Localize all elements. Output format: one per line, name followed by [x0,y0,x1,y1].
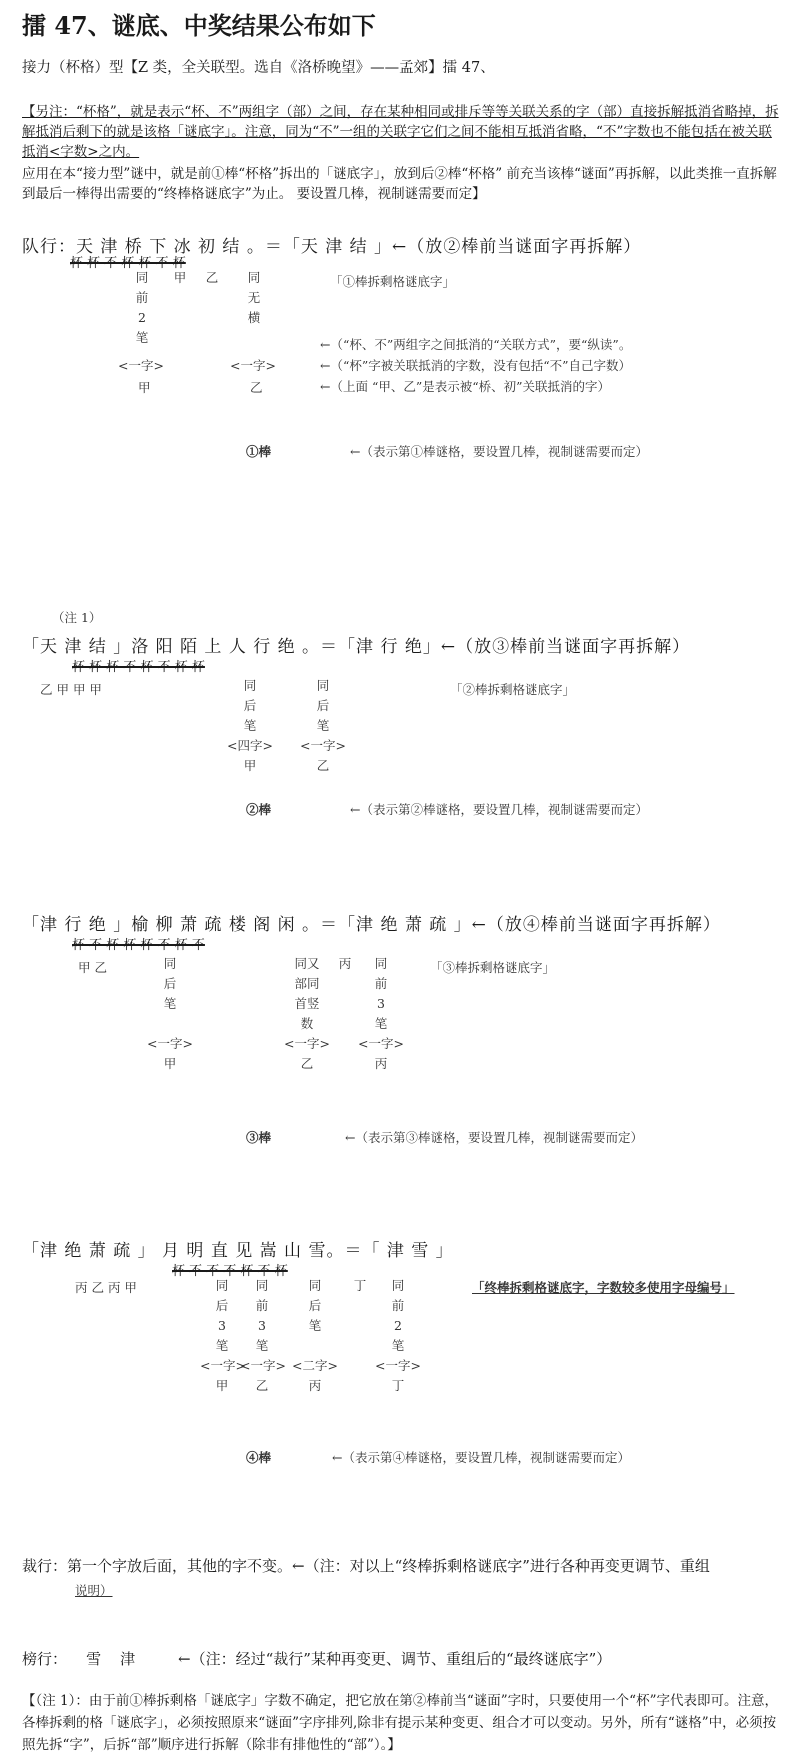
relay-1-bang: ①棒 [246,444,272,459]
relay-2-marks: 杯 杯 杯 不 杯 不 杯 杯 [72,660,205,675]
relay-3-marks: 杯 不 杯 杯 杯 不 杯 不 [72,938,205,953]
relay-4-bang-note: ←（表示第④棒谜格，要设置几棒，视制谜需要而定） [332,1450,630,1465]
relay-1-line: 队行：天 津 桥 下 冰 初 结 。＝「天 津 结 」←（放②棒前当谜面字再拆解） [22,237,642,257]
relay-1-bang-note: ←（表示第①棒谜格，要设置几棒，视制谜需要而定） [350,444,648,459]
relay-2-bang: ②棒 [246,802,272,817]
relay-1-remain: 「①棒拆剩格谜底字」 [330,274,456,289]
relay-1-marks: 杯 杯 不 杯 杯 不 杯 [70,256,186,271]
relay-1-col-d: 同 无 横 [247,270,261,325]
relay-4-marks: 杯 不 不 不 杯 不 杯 [172,1264,288,1279]
relay-1-col-c: 乙 [205,270,219,285]
relay-3-col-c: 丙 [338,956,352,971]
relay-3-col-b: 同又 部同 首竖 数 <一字> 乙 [284,956,330,1071]
relay-4-col-c: 同 后 笔 <二字> 丙 [292,1278,338,1393]
relay-1-j2: 乙 [250,380,263,395]
cai-line: 裁行：第一个字放后面，其他的字不变。←（注：对以上“终棒拆剩格谜底字”进行各种再变更调节、重组 [22,1557,710,1575]
relay-1-count-a: <一字> [118,358,164,373]
relay-2-row: 乙 甲 甲 甲 [40,682,102,697]
relay-2-col-b: 同 后 笔 <一字> 乙 [300,678,346,773]
relay-1-col-a: 同 前 2 笔 [135,270,149,345]
cai-line-cont: 说明） [75,1583,113,1598]
relay-2-remain: 「②棒拆剩格谜底字」 [450,682,576,697]
relay-1-col-b: 甲 [173,270,187,285]
footnote: 【（注 1）：由于前①棒拆剩格「谜底字」字数不确定，把它放在第②棒前当“谜面”字时，只要使用一个“杯”字代表即可。注意，各棒拆剩的格「谜底字」，必须按照原来“谜面”字序排列,除非有提示某种变更、组合才可以变动。另外，所有“谜格”中，必须按照先拆“字”，后拆“部”顺序进行拆解（除非有排他性的“部”）。】 [22,1693,778,1753]
note-paragraph: 【另注：“杯格”，就是表示“杯、不”两组字（部）之间，存在某种相同或排斥等等关联关系的字（部）直接拆解抵消省略掉，拆解抵消后剩下的就是该格「谜底字」。注意，同为“不”一组的关联字它们之间不能相互抵消省略，“不”字数也不能包括在被关联抵消<字数>之内。 [22,104,779,160]
relay-3-col-d: 同 前 3 笔 <一字> 丙 [358,956,404,1071]
relay-2-col-a: 同 后 笔 <四字> 甲 [227,678,273,773]
relay-1-arrow-1: ←（“杯、不”两组字之间抵消的“关联方式”，要“纵读”。 [320,337,632,352]
relay-1-arrow-2: ←（“杯”字被关联抵消的字数，没有包括“不”自己字数） [320,358,632,373]
subtitle: 接力（杯格）型【Z 类，全关联型。选自《洛桥晚望》——孟郊】擂 47、 [22,60,495,76]
page-title: 擂 47、谜底、中奖结果公布如下 [22,11,376,40]
relay-3-remain: 「③棒拆剩格谜底字」 [430,960,556,975]
intro-paragraph: 应用在本“接力型”谜中，就是前①棒“杯格”拆出的「谜底字」，放到后②棒“杯格” 前充当该棒“谜面”再拆解，以此类推一直拆解到最后一棒得出需要的“终棒格谜底字”为止。 要设置几棒，视制谜需要而定】 [22,166,777,202]
relay-4-col-a: 同 后 3 笔 <一字> 甲 [200,1278,246,1393]
bang-line: 榜行： 雪 津 ←（注：经过“裁行”某种再变更、调节、重组后的“最终谜底字”） [22,1650,612,1668]
relay-3-bang: ③棒 [246,1130,272,1145]
relay-4-remain: 「终棒拆剩格谜底字，字数较多使用字母编号」 [472,1280,735,1295]
relay-4-line: 「津 绝 萧 疏 」 月 明 直 见 嵩 山 雪。＝「 津 雪 」 [22,1241,454,1261]
relay-1-j1: 甲 [138,380,151,395]
relay-4-col-e: 同 前 2 笔 <一字> 丁 [375,1278,421,1393]
relay-1-arrow-3: ←（上面 “甲、乙”是表示被“桥、初”关联抵消的字） [320,379,611,394]
relay-1-count-b: <一字> [230,358,276,373]
relay-3-row: 甲 乙 [78,960,107,975]
relay-3-col-a: 同 后 笔 <一字> 甲 [147,956,193,1071]
relay-2-line: 「天 津 结 」洛 阳 陌 上 人 行 绝 。＝「津 行 绝」←（放③棒前当谜面字再拆解） [22,637,691,657]
relay-4-col-b: 同 前 3 笔 <一字> 乙 [240,1278,286,1393]
relay-3-line: 「津 行 绝 」榆 柳 萧 疏 楼 阁 闲 。＝「津 绝 萧 疏 」←（放④棒前当谜面字再拆解） [22,915,721,935]
relay-4-row: 丙 乙 丙 甲 [75,1280,137,1295]
relay-2-zhu: （注 1） [52,610,102,625]
relay-4-bang: ④棒 [246,1450,272,1465]
relay-2-bang-note: ←（表示第②棒谜格，要设置几棒，视制谜需要而定） [350,802,648,817]
relay-3-bang-note: ←（表示第③棒谜格，要设置几棒，视制谜需要而定） [345,1130,643,1145]
relay-4-col-d: 丁 [353,1278,367,1293]
